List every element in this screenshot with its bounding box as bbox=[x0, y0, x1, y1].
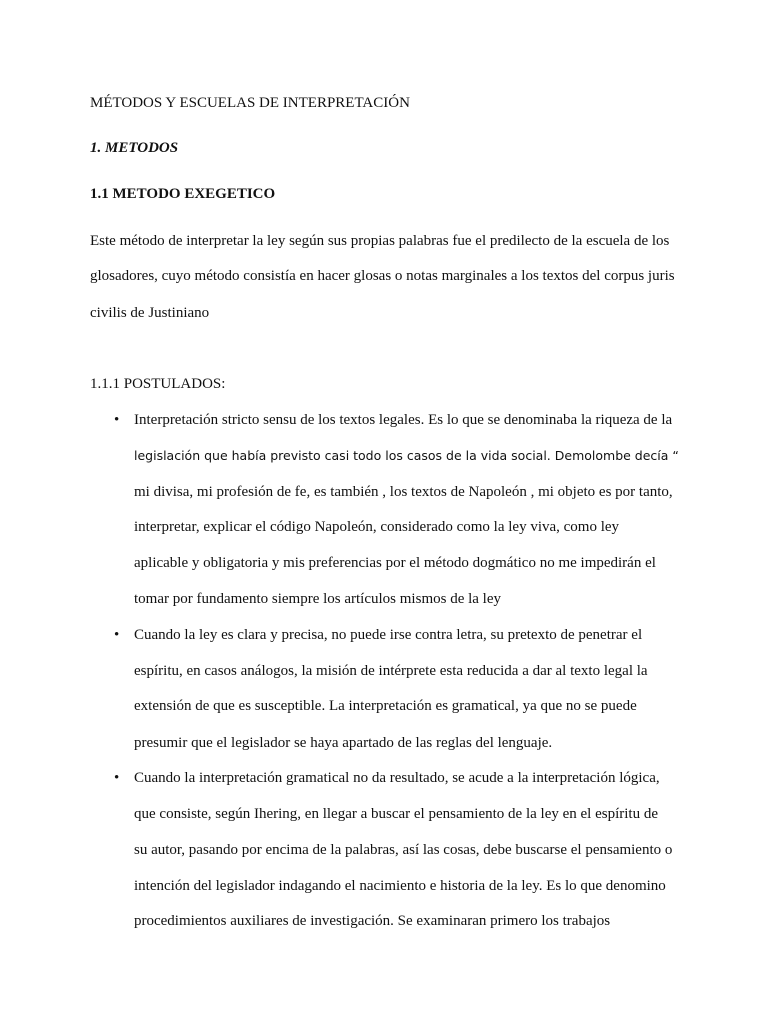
bullet-line: interpretar, explicar el código Napoleón, considerado como la ley viva, como ley bbox=[134, 519, 620, 535]
bullet-marker: • bbox=[114, 627, 120, 643]
bullet-line: su autor, pasando por encima de la palabras, así las cosas, debe buscarse el pensamiento o bbox=[134, 842, 673, 858]
bullet-line: procedimientos auxiliares de investigación. Se examinaran primero los trabajos bbox=[134, 913, 611, 929]
bullet-line: legislación que había previsto casi todo los casos de la vida social. Demolombe decía “ bbox=[134, 448, 679, 463]
intro-line: civilis de Justiniano bbox=[90, 305, 210, 321]
bullet-line: que consiste, según Ihering, en llegar a buscar el pensamiento de la ley en el espíritu de bbox=[134, 806, 658, 822]
bullet-marker: • bbox=[114, 412, 120, 428]
bullet-line: espíritu, en casos análogos, la misión de intérprete esta reducida a dar al texto legal la bbox=[134, 663, 648, 679]
bullet-line: mi divisa, mi profesión de fe, es también , los textos de Napoleón , mi objeto es por tanto, bbox=[134, 484, 673, 500]
subsection-heading: 1.1 METODO EXEGETICO bbox=[90, 186, 276, 202]
section-heading: 1. METODOS bbox=[90, 140, 179, 156]
bullet-marker: • bbox=[114, 770, 120, 786]
bullet-line: aplicable y obligatoria y mis preferencias por el método dogmático no me impedirán el bbox=[134, 555, 656, 571]
intro-line: Este método de interpretar la ley según sus propias palabras fue el predilecto de la escuela de los bbox=[90, 233, 670, 249]
bullet-line: Cuando la ley es clara y precisa, no puede irse contra letra, su pretexto de penetrar el bbox=[134, 627, 643, 643]
bullet-line: extensión de que es susceptible. La interpretación es gramatical, ya que no se puede bbox=[134, 698, 637, 714]
intro-line: glosadores, cuyo método consistía en hacer glosas o notas marginales a los textos del corpus juris bbox=[90, 268, 675, 284]
bullet-line: presumir que el legislador se haya apartado de las reglas del lenguaje. bbox=[134, 735, 553, 751]
bullet-line: intención del legislador indagando el nacimiento e historia de la ley. Es lo que denomino bbox=[134, 878, 666, 894]
postulados-heading: 1.1.1 POSTULADOS: bbox=[90, 376, 226, 392]
bullet-line: Cuando la interpretación gramatical no da resultado, se acude a la interpretación lógica, bbox=[134, 770, 660, 786]
document-title: MÉTODOS Y ESCUELAS DE INTERPRETACIÓN bbox=[90, 95, 410, 111]
bullet-line: Interpretación stricto sensu de los textos legales. Es lo que se denominaba la riqueza de la bbox=[134, 412, 673, 428]
bullet-line: tomar por fundamento siempre los artículos mismos de la ley bbox=[134, 591, 502, 607]
